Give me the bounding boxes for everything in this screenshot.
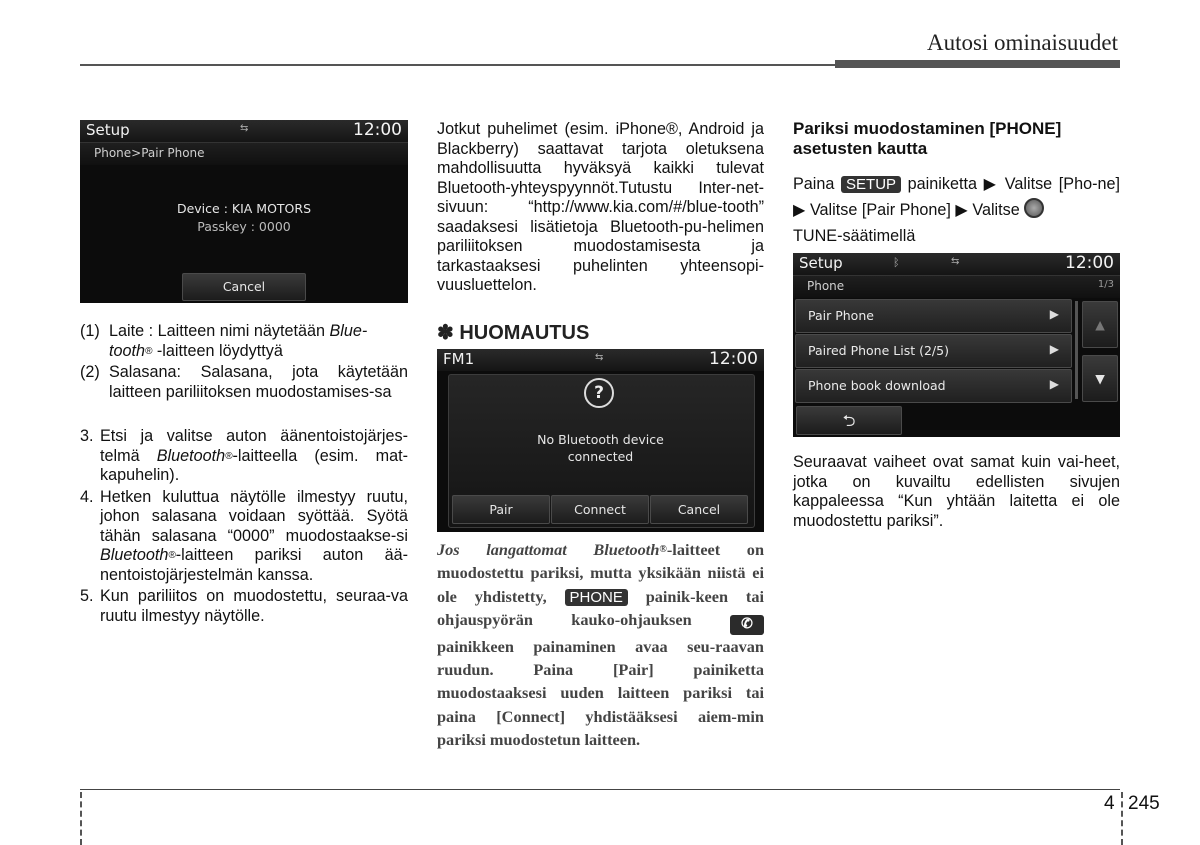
right-paragraph-1: Paina SETUP painiketta ▶ Valitse [Pho-ne] ▶ Valitse [Pair Phone] ▶ Valitse TUNE-säätimellä bbox=[793, 175, 1120, 245]
page-number: 245 bbox=[1128, 793, 1160, 814]
menu-item-phone-book[interactable]: Phone book download ▶ bbox=[795, 369, 1072, 403]
usb-icon: ⇆ bbox=[595, 352, 604, 363]
arrow-right-icon: ▶ bbox=[1049, 342, 1059, 356]
no-device-screen bbox=[437, 349, 764, 532]
passkey-line: Passkey : 0000 bbox=[197, 219, 291, 234]
setup-badge: SETUP bbox=[841, 176, 901, 193]
connect-button[interactable]: Connect bbox=[551, 495, 649, 524]
list-item: 3. Etsi ja valitse auton äänentoistojärjes-telmä Bluetooth®-laitteella (esim. mat-kapuhelin). bbox=[80, 427, 408, 484]
screen-breadcrumb: Phone>Pair Phone bbox=[80, 142, 408, 165]
section-title: Autosi ominaisuudet bbox=[926, 30, 1118, 55]
note-text: Jos langattomat Bluetooth®-laitteet on muodostettu pariksi, mutta yksikään niistä ei ole yhdistetty, PHONE painik-keen tai ohjauspyörän kauko-ohjauksen ✆ painikkeen painaminen avaa seu-raavan ruudun. Paina [Pair] painiketta muodostaaksesi uuden laitteen pariksi tai paina [Connect] yhdistääksesi aiem-min pariksi muodostetun laitteen. bbox=[437, 540, 764, 750]
page-indicator: 1/3 bbox=[1097, 279, 1114, 290]
screen-clock: 12:00 bbox=[353, 120, 402, 140]
call-button-icon: ✆ bbox=[730, 615, 764, 635]
menu-item-paired-list[interactable]: Paired Phone List (2/5) ▶ bbox=[795, 334, 1072, 368]
note-heading: ✽ HUOMAUTUS bbox=[437, 322, 590, 344]
list-item: 5. Kun pariliitos on muodostettu, seuraa-va ruutu ilmestyy näytölle. bbox=[80, 587, 408, 625]
scroll-down-button[interactable]: ▼ bbox=[1082, 355, 1118, 402]
back-button[interactable]: ⮌ bbox=[796, 406, 902, 435]
left-column bbox=[80, 322, 408, 626]
list-item: (1) Laite : Laitteen nimi näytetään Blue- tooth® -laitteen löydyttyä bbox=[80, 322, 368, 360]
cancel-button[interactable]: Cancel bbox=[650, 495, 748, 524]
footer-dash-left bbox=[80, 792, 82, 845]
phone-badge: PHONE bbox=[565, 589, 628, 606]
scroll-up-button[interactable]: ▲ bbox=[1082, 301, 1118, 348]
cancel-button[interactable]: Cancel bbox=[182, 273, 306, 301]
chapter-number: 4 bbox=[1104, 793, 1115, 814]
list-item: 4. Hetken kuluttua näytölle ilmestyy ruutu, johon salasana voidaan syöttää. Syötä tähän salasana “0000” muodostaakse-si Bluetooth®-laitteen pariksi auton ää-nentoistojärjestelmän kanssa. bbox=[80, 487, 408, 584]
screen-clock: 12:00 bbox=[1065, 253, 1114, 273]
screen-top-bar bbox=[437, 349, 764, 371]
intro-paragraph: Jotkut puhelimet (esim. iPhone®, Android ja Blackberry) saattavat tarjota oletuksena mahdollisuutta hyväksyä kaikki tulevat Bluetooth-yhteyspyynnöt.Tutustu Inter-net-sivuun: “http://www.kia.com/#/blue-tooth” saadaksesi lisätietoja Bluetooth-pu-helimen pariliitoksen muodostamisesta ja tarkastaaksesi puhelinten yhteensopi-vuusluettelon. bbox=[437, 120, 764, 294]
screen-clock: 12:00 bbox=[709, 349, 758, 369]
device-line: Device : KIA MOTORS bbox=[176, 201, 312, 216]
screen-title: FM1 bbox=[443, 350, 475, 368]
menu-item-pair-phone[interactable]: Pair Phone ▶ bbox=[795, 299, 1072, 333]
dialog-line-1: No Bluetooth device bbox=[537, 432, 664, 447]
screen-top-bar bbox=[80, 120, 408, 142]
right-heading: Pariksi muodostaminen [PHONE] asetusten kautta bbox=[793, 119, 1062, 158]
tune-knob-icon bbox=[1024, 198, 1044, 218]
scroll-track bbox=[1075, 301, 1078, 399]
screen-top-bar bbox=[793, 253, 1120, 275]
screen-title: Setup bbox=[799, 254, 843, 272]
usb-icon: ⇆ bbox=[240, 123, 249, 134]
bluetooth-icon: ᛒ bbox=[893, 256, 900, 269]
phone-setup-screen bbox=[793, 253, 1120, 437]
footer-rule bbox=[80, 789, 1120, 790]
question-icon: ? bbox=[584, 378, 614, 408]
usb-icon: ⇆ bbox=[951, 256, 960, 267]
header-bar bbox=[835, 60, 1120, 68]
arrow-right-icon: ▶ bbox=[1049, 307, 1059, 321]
list-item: (2) Salasana: Salasana, jota käytetään laitteen pariliitoksen muodostamises-sa bbox=[80, 363, 408, 401]
pair-button[interactable]: Pair bbox=[452, 495, 550, 524]
footer-dash-right bbox=[1121, 792, 1123, 845]
pair-phone-screen bbox=[80, 120, 408, 303]
right-paragraph-2: Seuraavat vaiheet ovat samat kuin vai-heet, jotka on kuvailtu edellisten sivujen kappaleessa “Kun yhtään laitetta ei ole muodostettu pariksi”. bbox=[793, 453, 1120, 530]
screen-title: Setup bbox=[86, 121, 130, 139]
dialog-line-2: connected bbox=[567, 449, 634, 464]
arrow-right-icon: ▶ bbox=[1049, 377, 1059, 391]
screen-subtitle: Phone 1/3 bbox=[793, 275, 1120, 298]
